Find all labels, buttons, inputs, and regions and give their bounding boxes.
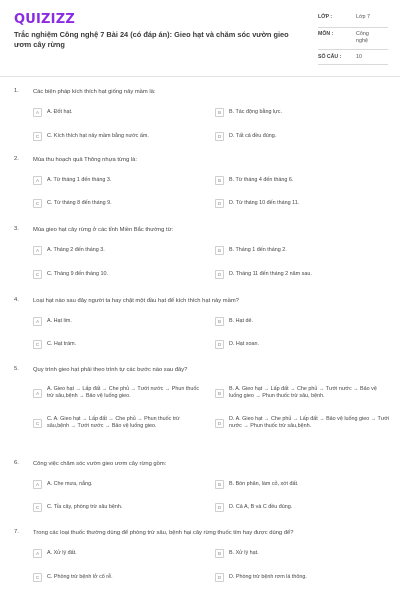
answer-option-a[interactable] (33, 176, 203, 185)
option-letter-box: B (215, 317, 224, 326)
option-letter-box: D (215, 340, 224, 349)
answer-option-c[interactable] (33, 199, 203, 208)
question-number: 5. (14, 366, 19, 372)
option-text: C. Tháng 9 đến tháng 10. (47, 271, 109, 277)
answer-option-c[interactable] (33, 270, 203, 279)
option-letter-box: C (33, 573, 42, 582)
option-text: B. A. Gieo hạt → Lấp đất → Che phủ → Tưới nước → Bảo vệ luống gieo → Phun thuốc trừ sâu, bệnh. (229, 386, 377, 399)
question-text: Quy trình gieo hạt phải theo trình tự các bước nào sau đây? (33, 367, 188, 373)
answer-option-b[interactable] (215, 108, 390, 117)
question-text: Loại hạt nào sau đây người ta hay chặt một đầu hạt để kích thích hạt nảy mầm? (33, 298, 239, 304)
option-letter-box: B (215, 549, 224, 558)
option-letter-box: B (215, 108, 224, 117)
option-letter-box: B (215, 480, 224, 489)
answer-option-b[interactable] (215, 176, 390, 185)
quizizz-logo: QUIZIZZ (14, 12, 75, 27)
option-text: B. Tháng 1 đến tháng 2. (229, 247, 287, 253)
answer-option-b[interactable] (215, 549, 390, 558)
answer-option-a[interactable] (33, 246, 203, 255)
question-number: 4. (14, 297, 19, 303)
answer-option-b[interactable] (215, 246, 390, 255)
question-number: 2. (14, 156, 19, 162)
worksheet-header (0, 0, 400, 72)
option-text: D. A. Gieo hạt → Che phủ → Lấp đất → Bảo vệ luống gieo → Tưới nước → Phun thuốc trừ sâu,bệnh. (229, 416, 390, 429)
answer-option-b[interactable] (215, 317, 390, 326)
question-text: Công việc chăm sóc vườn gieo ươm cây rừng gồm: (33, 461, 167, 467)
meta-class-label: LỚP : (318, 14, 333, 20)
answer-option-d[interactable] (215, 270, 390, 279)
option-text: B. Từ tháng 4 đến tháng 6. (229, 177, 294, 183)
answer-option-b[interactable] (215, 480, 390, 489)
option-text: C. Từ tháng 8 đến tháng 9. (47, 200, 112, 206)
option-text: C. A. Gieo hạt → Lấp đất → Che phủ → Phun thuốc trừ sâu,bệnh → Tưới nước → Bảo vệ luống gieo. (47, 416, 180, 429)
answer-option-d[interactable] (215, 416, 390, 430)
option-text: B. Tác động bằng lực. (229, 109, 282, 115)
answer-option-c[interactable] (33, 340, 203, 349)
option-text: B. Bón phân, làm cỏ, xới đất. (229, 481, 299, 487)
option-letter-box: C (33, 132, 42, 141)
option-letter-box: A (33, 108, 42, 117)
question-number: 1. (14, 88, 19, 94)
answer-option-a[interactable] (33, 386, 203, 400)
option-letter-box: A (33, 389, 42, 398)
option-letter-box: D (215, 199, 224, 208)
option-text: C. Kích thích hạt nảy mầm bằng nước ấm. (47, 133, 149, 139)
option-letter-box: A (33, 176, 42, 185)
answer-option-a[interactable] (33, 108, 203, 117)
option-letter-box: B (215, 246, 224, 255)
option-letter-box: D (215, 132, 224, 141)
answer-option-d[interactable] (215, 132, 390, 141)
option-letter-box: D (215, 503, 224, 512)
option-letter-box: A (33, 317, 42, 326)
option-text: A. Từ tháng 1 đến tháng 3. (47, 177, 112, 183)
option-letter-box: A (33, 480, 42, 489)
meta-count-value: 10 (356, 54, 362, 60)
option-letter-box: B (215, 176, 224, 185)
answer-option-d[interactable] (215, 503, 390, 512)
question-number: 6. (14, 460, 19, 466)
option-text: A. Tháng 2 đến tháng 3. (47, 247, 105, 253)
option-text: D. Cả A, B và C đều đúng. (229, 504, 293, 510)
option-letter-box: D (215, 419, 224, 428)
worksheet-title: Trắc nghiệm Công nghệ 7 Bài 24 (có đáp án): Gieo hạt và chăm sóc vườn gieo ươm cây rừng (14, 30, 289, 49)
question-number: 3. (14, 226, 19, 232)
option-letter-box: A (33, 246, 42, 255)
meta-count-row (318, 50, 388, 65)
meta-subject-label: MÔN : (318, 31, 334, 37)
header-divider (0, 76, 400, 77)
answer-option-d[interactable] (215, 199, 390, 208)
meta-subject-value: Công nghệ (356, 31, 369, 44)
answer-option-c[interactable] (33, 503, 203, 512)
option-letter-box: D (215, 573, 224, 582)
option-text: C. Phòng trừ bệnh lở cổ rễ. (47, 574, 113, 580)
option-letter-box: C (33, 340, 42, 349)
option-letter-box: C (33, 270, 42, 279)
option-text: C. Tỉa cây, phòng trừ sâu bệnh. (47, 504, 123, 510)
option-text: D. Hạt xoan. (229, 341, 259, 347)
option-letter-box: C (33, 419, 42, 428)
option-text: B. Xử lý hạt. (229, 550, 259, 556)
meta-count-label: SỐ CÂU : (318, 54, 342, 60)
option-text: A. Đốt hạt. (47, 109, 73, 115)
question-text: Trong các loại thuốc thường dùng để phòng trừ sâu, bệnh hại cây rừng thuốc tím hay được dùng để? (33, 530, 294, 536)
option-text: C. Hạt trám. (47, 341, 77, 347)
answer-option-d[interactable] (215, 573, 390, 582)
option-letter-box: B (215, 389, 224, 398)
question-text: Các biện pháp kích thích hạt giống nảy mầm là: (33, 89, 156, 95)
answer-option-b[interactable] (215, 386, 390, 400)
question-text: Mùa thu hoạch quả Thông nhựa từng là: (33, 157, 138, 163)
option-letter-box: D (215, 270, 224, 279)
meta-class-value: Lớp 7 (356, 14, 371, 20)
answer-option-c[interactable] (33, 416, 203, 430)
option-text: B. Hạt dẻ. (229, 318, 253, 324)
option-letter-box: C (33, 199, 42, 208)
option-text: D. Từ tháng 10 đến tháng 11. (229, 200, 300, 206)
option-text: A. Hạt lim. (47, 318, 72, 324)
answer-option-c[interactable] (33, 573, 203, 582)
option-text: A. Xử lý đất. (47, 550, 77, 556)
option-text: D. Phòng trừ bệnh rơm lá thông. (229, 574, 307, 580)
option-text: A. Gieo hạt → Lấp đất → Che phủ → Tưới nước → Phun thuốc trừ sâu,bệnh → Bảo vệ luống gieo. (47, 386, 200, 399)
meta-subject-row (318, 28, 388, 50)
answer-option-d[interactable] (215, 340, 390, 349)
option-text: D. Tháng 11 đến tháng 2 năm sau. (229, 271, 312, 277)
answer-option-a[interactable] (33, 480, 203, 489)
meta-class-row (318, 12, 388, 28)
question-number: 7. (14, 529, 19, 535)
worksheet-meta (318, 12, 388, 65)
option-letter-box: C (33, 503, 42, 512)
answer-option-c[interactable] (33, 132, 203, 141)
option-text: D. Tất cả đều đúng. (229, 133, 277, 139)
answer-option-a[interactable] (33, 549, 203, 558)
answer-option-a[interactable] (33, 317, 203, 326)
question-text: Mùa gieo hạt cây rừng ở các tỉnh Miền Bắc thường từ: (33, 227, 174, 233)
option-letter-box: A (33, 549, 42, 558)
option-text: A. Che mưa, nắng. (47, 481, 93, 487)
